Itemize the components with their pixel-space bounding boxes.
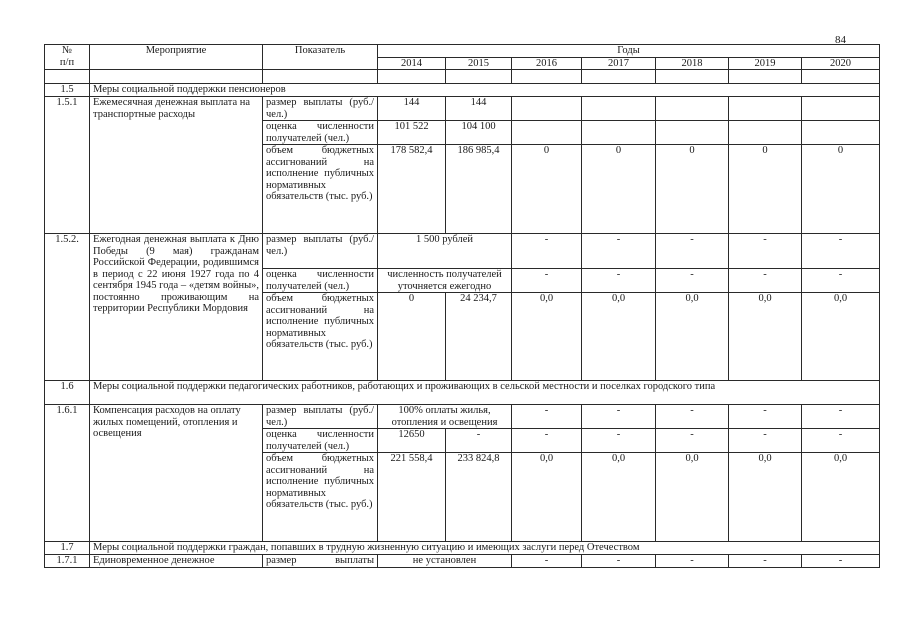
value-cell: - xyxy=(802,269,880,293)
table-row xyxy=(45,555,880,568)
year-cell: 2017 xyxy=(582,57,656,70)
indicator-cell: оценка численности получателей (чел.) xyxy=(263,121,378,145)
value-cell: 0,0 xyxy=(582,293,656,381)
row-num: 1.5.1 xyxy=(45,97,90,234)
value-cell: - xyxy=(582,269,656,293)
value-cell: - xyxy=(729,269,802,293)
table-row xyxy=(45,97,880,121)
value-cell: - xyxy=(802,555,880,568)
year-cell: 2019 xyxy=(729,57,802,70)
row-num: 1.5.2. xyxy=(45,234,90,381)
value-cell: - xyxy=(656,555,729,568)
section-title: Меры социальной поддержки педагогических работников, работающих и проживающих в сельской местности и поселках городского типа xyxy=(90,381,880,405)
value-cell: - xyxy=(802,234,880,269)
value-cell: 186 985,4 xyxy=(446,145,512,234)
value-cell xyxy=(802,121,880,145)
value-cell xyxy=(729,121,802,145)
value-cell: 0,0 xyxy=(656,453,729,542)
value-cell: 0,0 xyxy=(729,453,802,542)
value-cell: 144 xyxy=(378,97,446,121)
row-measure: Компенсация расходов на оплату жилых помещений, отопления и освещения xyxy=(90,405,263,542)
header-row xyxy=(45,45,880,58)
table-row xyxy=(45,405,880,429)
merged-value-cell: не установлен xyxy=(378,555,512,568)
merged-value-cell: 100% оплаты жилья, отопления и освещения xyxy=(378,405,512,429)
value-cell: - xyxy=(582,405,656,429)
value-cell: 0 xyxy=(729,145,802,234)
section-num: 1.6 xyxy=(45,381,90,405)
value-cell: 178 582,4 xyxy=(378,145,446,234)
indicator-cell: объем бюджетных ассигнований на исполнение публичных нормативных обязательств (тыс. руб.) xyxy=(263,453,378,542)
value-cell: 0,0 xyxy=(512,453,582,542)
year-cell: 2020 xyxy=(802,57,880,70)
value-cell: 101 522 xyxy=(378,121,446,145)
section-row xyxy=(45,542,880,555)
value-cell xyxy=(656,97,729,121)
value-cell: 0 xyxy=(582,145,656,234)
value-cell: 144 xyxy=(446,97,512,121)
value-cell: - xyxy=(512,429,582,453)
indicator-cell: размер выплаты (руб./ чел.) xyxy=(263,405,378,429)
table-row xyxy=(45,234,880,269)
value-cell: - xyxy=(656,234,729,269)
value-cell: 24 234,7 xyxy=(446,293,512,381)
value-cell: 0,0 xyxy=(512,293,582,381)
section-title: Меры социальной поддержки пенсионеров xyxy=(90,84,880,97)
header-num: № п/п xyxy=(45,45,90,70)
value-cell: - xyxy=(729,405,802,429)
year-cell: 2018 xyxy=(656,57,729,70)
value-cell: 0,0 xyxy=(656,293,729,381)
row-measure: Ежемесячная денежная выплата на транспортные расходы xyxy=(90,97,263,234)
value-cell: 0 xyxy=(656,145,729,234)
page-number: 84 xyxy=(835,34,846,46)
value-cell xyxy=(512,97,582,121)
value-cell: - xyxy=(729,234,802,269)
value-cell xyxy=(656,121,729,145)
indicator-cell: оценка численности получателей (чел.) xyxy=(263,269,378,293)
value-cell: - xyxy=(656,429,729,453)
value-cell: - xyxy=(512,555,582,568)
section-num: 1.5 xyxy=(45,84,90,97)
year-cell: 2016 xyxy=(512,57,582,70)
value-cell: - xyxy=(802,405,880,429)
value-cell: 221 558,4 xyxy=(378,453,446,542)
value-cell: 0,0 xyxy=(802,453,880,542)
header-years: Годы xyxy=(378,45,880,58)
value-cell: - xyxy=(512,405,582,429)
merged-value-cell: численность получателей уточняется ежегодно xyxy=(378,269,512,293)
value-cell xyxy=(582,121,656,145)
value-cell xyxy=(512,121,582,145)
value-cell: 0 xyxy=(802,145,880,234)
section-title: Меры социальной поддержки граждан, попавших в трудную жизненную ситуацию и имеющих заслуги перед Отечеством xyxy=(90,542,880,555)
year-cell: 2015 xyxy=(446,57,512,70)
value-cell: - xyxy=(446,429,512,453)
value-cell: 104 100 xyxy=(446,121,512,145)
value-cell: 0,0 xyxy=(729,293,802,381)
value-cell: 0 xyxy=(512,145,582,234)
value-cell: - xyxy=(802,429,880,453)
value-cell: - xyxy=(582,429,656,453)
section-row xyxy=(45,381,880,405)
value-cell: - xyxy=(512,234,582,269)
value-cell: 0,0 xyxy=(582,453,656,542)
value-cell: - xyxy=(729,555,802,568)
indicator-cell: размер выплаты (руб./ чел.) xyxy=(263,234,378,269)
value-cell: 12650 xyxy=(378,429,446,453)
value-cell: 0 xyxy=(378,293,446,381)
header-indicator: Показатель xyxy=(263,45,378,70)
value-cell: 233 824,8 xyxy=(446,453,512,542)
value-cell: - xyxy=(582,555,656,568)
value-cell: - xyxy=(729,429,802,453)
row-num: 1.7.1 xyxy=(45,555,90,568)
value-cell: - xyxy=(656,269,729,293)
spacer-row xyxy=(45,70,880,84)
indicator-cell: размер выплаты (руб./ чел.) xyxy=(263,97,378,121)
section-row xyxy=(45,84,880,97)
year-cell: 2014 xyxy=(378,57,446,70)
row-measure: Ежегодная денежная выплата к Дню Победы (9 мая) гражданам Российской Федерации, родившимся в период с 22 июня 1927 года по 4 сентября 1945 года – «детям войны», постоянно проживающим на территории Республики Мордовия xyxy=(90,234,263,381)
header-measure: Мероприятие xyxy=(90,45,263,70)
budget-table xyxy=(44,44,880,568)
value-cell: - xyxy=(582,234,656,269)
section-num: 1.7 xyxy=(45,542,90,555)
value-cell xyxy=(582,97,656,121)
indicator-cell: оценка численности получателей (чел.) xyxy=(263,429,378,453)
value-cell xyxy=(802,97,880,121)
value-cell: 0,0 xyxy=(802,293,880,381)
indicator-cell: объем бюджетных ассигнований на исполнение публичных нормативных обязательств (тыс. руб.) xyxy=(263,145,378,234)
value-cell: - xyxy=(656,405,729,429)
indicator-cell: объем бюджетных ассигнований на исполнение публичных нормативных обязательств (тыс. руб.) xyxy=(263,293,378,381)
value-cell xyxy=(729,97,802,121)
row-num: 1.6.1 xyxy=(45,405,90,542)
value-cell: - xyxy=(512,269,582,293)
row-measure: Единовременное денежное xyxy=(90,555,263,568)
merged-value-cell: 1 500 рублей xyxy=(378,234,512,269)
indicator-cell: размер выплаты xyxy=(263,555,378,568)
